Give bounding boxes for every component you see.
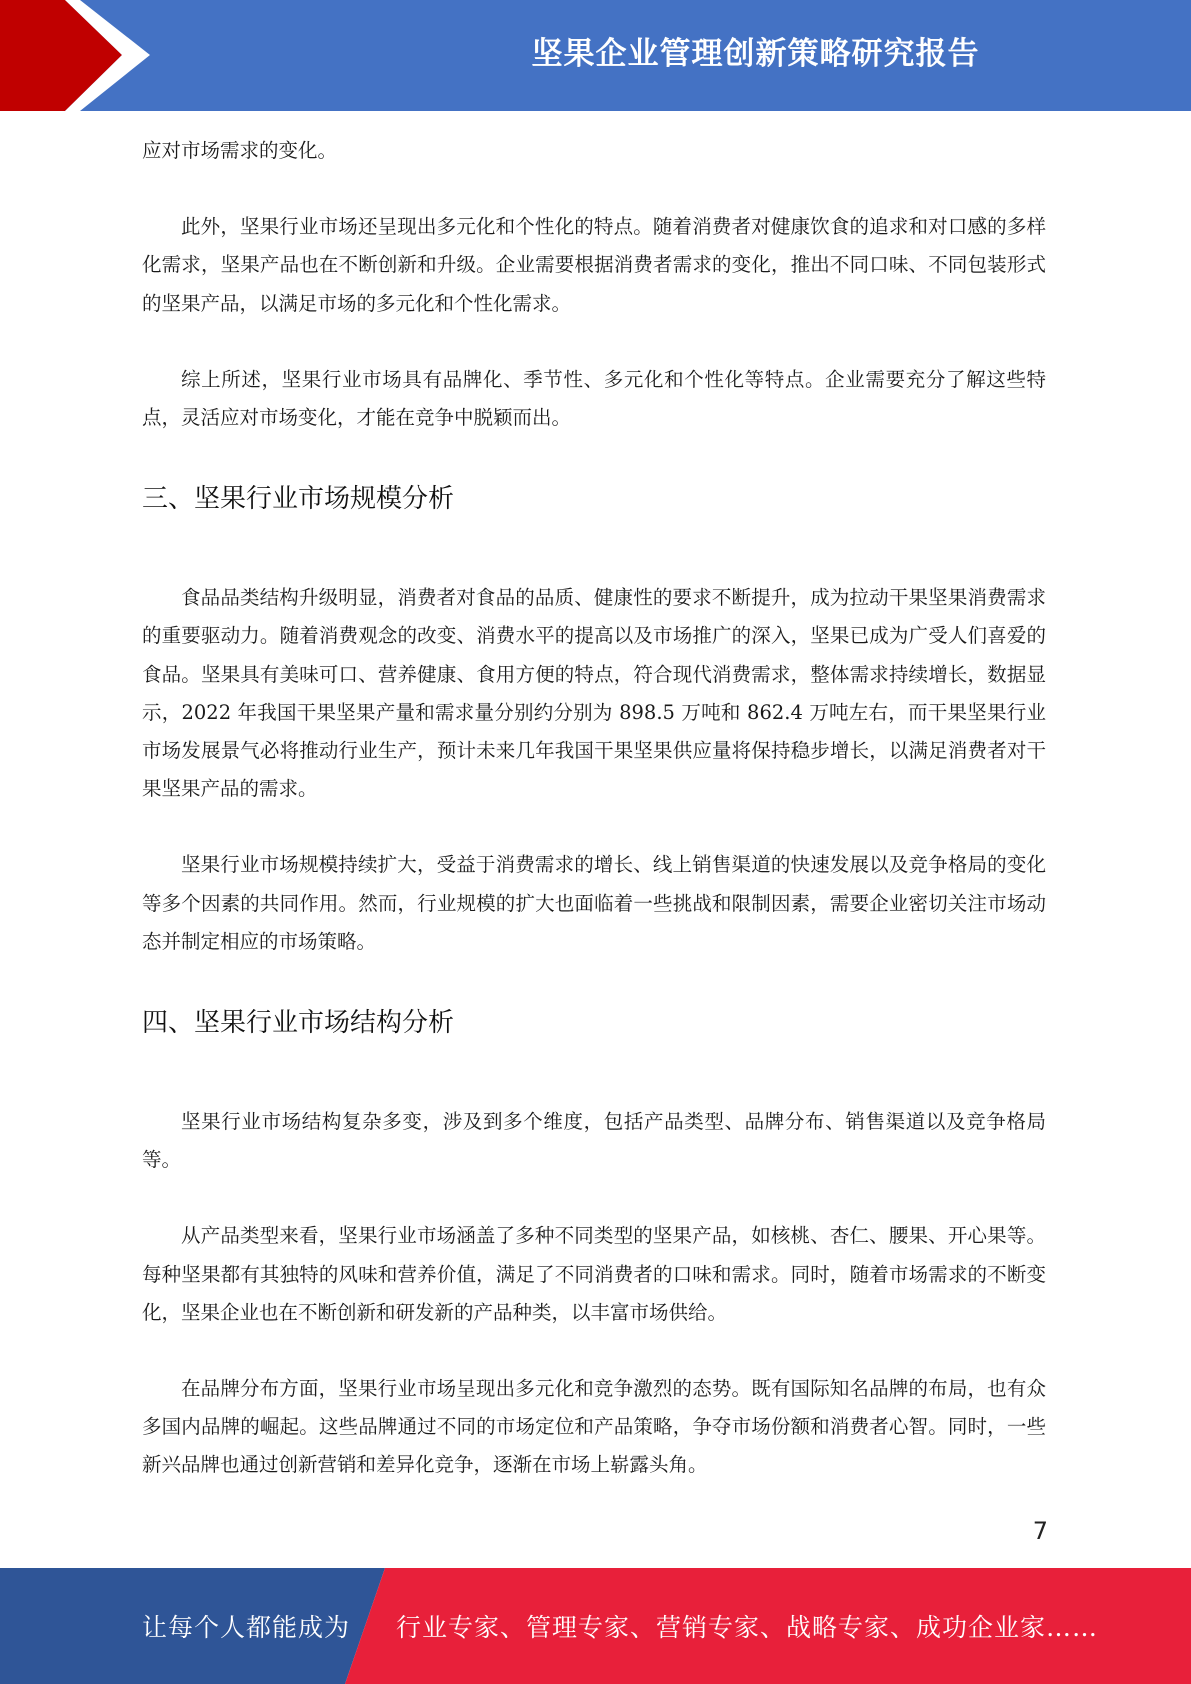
header-red-arrow xyxy=(0,0,122,111)
paragraph: 坚果行业市场结构复杂多变，涉及到多个维度，包括产品类型、品牌分布、销售渠道以及竞争格局等。 xyxy=(142,1110,1046,1172)
document-body xyxy=(142,132,1046,1485)
paragraph: 从产品类型来看，坚果行业市场涵盖了多种不同类型的坚果产品，如核桃、杏仁、腰果、开心果等。每种坚果都有其独特的风味和营养价值，满足了不同消费者的口味和需求。同时，随着市场需求的不断变化，坚果企业也在不断创新和研发新的产品种类，以丰富市场供给。 xyxy=(142,1224,1046,1324)
paragraph: 综上所述，坚果行业市场具有品牌化、季节性、多元化和个性化等特点。企业需要充分了解这些特点，灵活应对市场变化，才能在竞争中脱颖而出。 xyxy=(142,367,1046,430)
paragraph: 应对市场需求的变化。 xyxy=(142,139,338,162)
page-header xyxy=(0,0,1191,111)
paragraph: 坚果行业市场规模持续扩大，受益于消费需求的增长、线上销售渠道的快速发展以及竞争格局的变化等多个因素的共同作用。然而，行业规模的扩大也面临着一些挑战和限制因素，需要企业密切关注市场动态并制定相应的市场策略。 xyxy=(142,853,1046,953)
footer-slogan-left: 让每个人都能成为 xyxy=(142,1613,351,1642)
paragraph: 此外，坚果行业市场还呈现出多元化和个性化的特点。随着消费者对健康饮食的追求和对口感的多样化需求，坚果产品也在不断创新和升级。企业需要根据消费者需求的变化，推出不同口味、不同包装形式的坚果产品，以满足市场的多元化和个性化需求。 xyxy=(142,215,1046,315)
paragraph: 食品品类结构升级明显，消费者对食品的品质、健康性的要求不断提升，成为拉动干果坚果消费需求的重要驱动力。随着消费观念的改变、消费水平的提高以及市场推广的深入，坚果已成为广受人们喜爱的食品。坚果具有美味可口、营养健康、食用方便的特点，符合现代消费需求，整体需求持续增长，数据显示，2022 年我国干果坚果产量和需求量分别约分别为 898.5 万吨和 862.4 万吨左右，而干果坚果行业市场发展景气必将推动行业生产，预计未来几年我国干果坚果供应量将保持稳步增长，以满足消费者对干果坚果产品的需求。 xyxy=(142,586,1046,801)
page-footer xyxy=(0,1568,1191,1684)
section-heading: 四、坚果行业市场结构分析 xyxy=(142,1008,455,1039)
section-heading: 三、坚果行业市场规模分析 xyxy=(142,484,455,515)
paragraph: 在品牌分布方面，坚果行业市场呈现出多元化和竞争激烈的态势。既有国际知名品牌的布局，也有众多国内品牌的崛起。这些品牌通过不同的市场定位和产品策略，争夺市场份额和消费者心智。同时，一些新兴品牌也通过创新营销和差异化竞争，逐渐在市场上崭露头角。 xyxy=(142,1377,1046,1477)
page-number: 7 xyxy=(1032,1517,1048,1545)
report-title: 坚果企业管理创新策略研究报告 xyxy=(531,35,980,72)
footer-slogan-right: 行业专家、管理专家、营销专家、战略专家、成功企业家…… xyxy=(396,1613,1099,1642)
